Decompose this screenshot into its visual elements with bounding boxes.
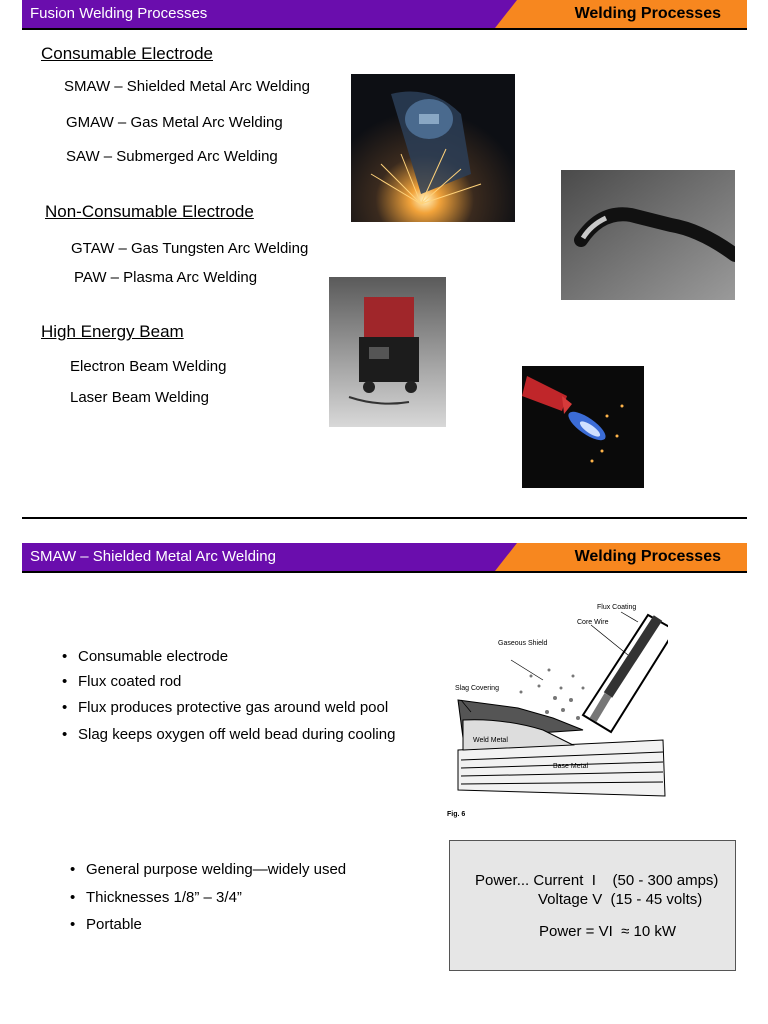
process-item-paw: PAW – Plasma Arc Welding: [74, 269, 258, 286]
welding-machine-photo: [329, 277, 446, 427]
process-item-gmaw: GMAW – Gas Metal Arc Welding: [66, 114, 283, 131]
slide1-header-rule: [22, 28, 747, 30]
power-info-box: [449, 840, 736, 971]
power-voltage-line: Voltage V (15 - 45 volts): [538, 891, 703, 908]
bullet-item: • Slag keeps oxygen off weld bead during cooling: [62, 726, 396, 743]
slide1-header-right: Welding Processes: [574, 5, 721, 22]
process-item-laser-beam: Laser Beam Welding: [70, 389, 209, 406]
process-item-saw: SAW – Submerged Arc Welding: [66, 148, 278, 165]
slide1-header-left: Fusion Welding Processes: [30, 5, 208, 22]
label-flux-coating: Flux Coating: [597, 604, 637, 611]
smaw-diagram: [443, 600, 668, 822]
section-title-high-energy: High Energy Beam: [41, 322, 184, 341]
power-current-line: Power... Current I (50 - 300 amps): [475, 872, 719, 889]
slide2-header-left: SMAW – Shielded Metal Arc Welding: [30, 548, 276, 565]
slide2-header-right: Welding Processes: [574, 548, 721, 565]
label-figure-number: Fig. 6: [447, 811, 466, 818]
bullet-item: • Thicknesses 1/8” – 3/4”: [70, 889, 242, 906]
mig-gun-photo: [561, 170, 735, 300]
slide2-header-rule: [22, 571, 747, 573]
slide1-header: [22, 0, 747, 28]
bullet-item: • Flux produces protective gas around weld pool: [62, 699, 389, 716]
torch-flame-photo: [522, 366, 644, 488]
label-core-wire: Core Wire: [577, 619, 609, 626]
slide2-header: [22, 543, 747, 571]
bullet-item: • General purpose welding—widely used: [70, 861, 347, 878]
process-item-gtaw: GTAW – Gas Tungsten Arc Welding: [71, 240, 309, 257]
power-formula-line: Power = VI ≈ 10 kW: [539, 923, 677, 940]
bullet-item: • Portable: [70, 916, 142, 933]
section-title-non-consumable: Non-Consumable Electrode: [45, 202, 254, 221]
bullet-item: • Consumable electrode: [62, 648, 229, 665]
label-weld-metal: Weld Metal: [473, 737, 508, 744]
process-item-smaw: SMAW – Shielded Metal Arc Welding: [64, 78, 310, 95]
label-base-metal: Base Metal: [553, 763, 589, 770]
process-item-electron-beam: Electron Beam Welding: [70, 358, 227, 375]
slide-divider: [22, 517, 747, 519]
label-gaseous-shield: Gaseous Shield: [498, 640, 548, 647]
label-slag-covering: Slag Covering: [455, 685, 499, 692]
welder-sparks-photo: [351, 74, 515, 222]
bullet-item: • Flux coated rod: [62, 673, 182, 690]
section-title-consumable: Consumable Electrode: [41, 44, 213, 63]
